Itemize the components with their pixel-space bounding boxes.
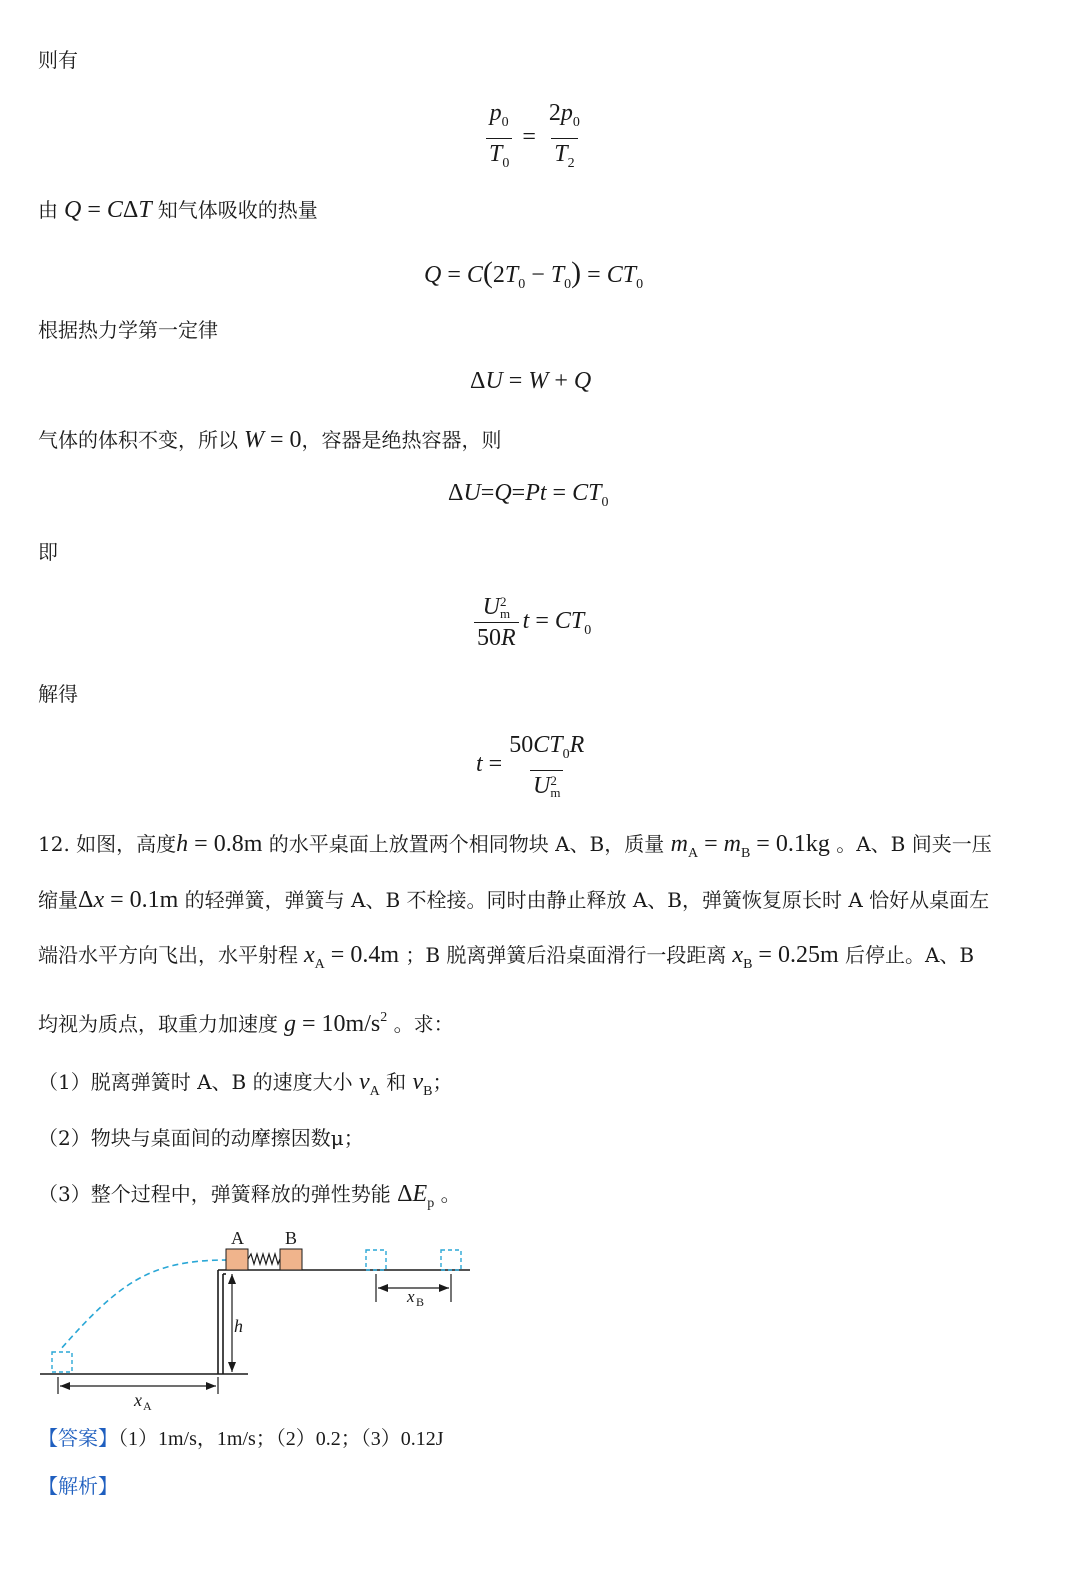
sub-question-2: （2）物块与桌面间的动摩擦因数μ； <box>38 1126 364 1150</box>
analysis-bracket-open: 【 <box>38 1474 58 1498</box>
text-solve: 解得 <box>38 682 78 706</box>
label-h: h <box>234 1316 243 1336</box>
block-b-stop-end <box>441 1250 461 1270</box>
equation-energy: $\Delta U=Q=Pt = CT_0$ <box>448 480 609 510</box>
equation-isochoric: $\frac{p_0}{T_0}$ = $\frac{2p_0}{T_2}$ <box>482 98 587 179</box>
label-xa-sub: A <box>143 1399 152 1413</box>
text-first-law: 根据热力学第一定律 <box>38 318 218 342</box>
block-a-landing <box>52 1352 72 1372</box>
question-line-4: 均视为质点，取重力加速度 $g = 10m/s^2$ 。求： <box>38 1010 454 1037</box>
setup-diagram <box>30 1222 490 1418</box>
sub-question-3: （3）整个过程中，弹簧释放的弹性势能 $\Delta E_p$ 。 <box>38 1181 461 1211</box>
answer-bracket-close: 】 <box>98 1426 118 1450</box>
question-line-1: 12. 如图，高度h = 0.8m 的水平桌面上放置两个相同物块 A、B，质量 $m_A = m_B = 0.1kg$ 。A、B 间夹一压 <box>38 831 992 861</box>
analysis-label: 解析 <box>58 1474 98 1498</box>
block-b <box>280 1249 302 1270</box>
question-line-3: 端沿水平方向飞出，水平射程 $x_A = 0.4m$ ；B 脱离弹簧后沿桌面滑行一段距离 $x_B = 0.25m$ 后停止。A、B <box>38 942 975 972</box>
block-a <box>226 1249 248 1270</box>
answer-line <box>38 1424 444 1453</box>
label-xb: x <box>407 1287 415 1306</box>
analysis-line <box>38 1472 118 1500</box>
label-xb-sub: B <box>416 1295 425 1309</box>
sub-question-1: （1）脱离弹簧时 A、B 的速度大小 $v_A$ 和 $v_B$； <box>38 1069 453 1099</box>
text-volume-constant: 气体的体积不变，所以 W = 0，容器是绝热容器，则 <box>38 427 502 453</box>
answer-label: 答案 <box>58 1426 98 1450</box>
text-then-have: 则有 <box>38 48 78 72</box>
equation-heat: $Q = C(2T_0 - T_0) = CT_0$ <box>424 256 644 292</box>
equation-power: U 2 m 50R $t = CT_0$ <box>470 592 591 653</box>
equation-time: t = $50CT_0R$ U 2 m <box>476 732 585 801</box>
trajectory-curve <box>60 1260 228 1350</box>
spring <box>248 1254 280 1264</box>
answer-text: （1）1m/s，1m/s；（2）0.2；（3）0.12J <box>118 1428 444 1450</box>
label-xa: x <box>134 1390 142 1410</box>
block-b-stop-start <box>366 1250 386 1270</box>
label-a: A <box>231 1228 244 1248</box>
label-b: B <box>285 1228 298 1248</box>
analysis-bracket-close: 】 <box>98 1474 118 1498</box>
text-heat-formula: 由 Q = CΔT 知气体吸收的热量 <box>38 197 318 223</box>
text-namely: 即 <box>38 540 58 564</box>
equation-first-law: ΔU = W + Q <box>470 368 592 394</box>
question-line-2: 缩量Δx = 0.1m 的轻弹簧，弹簧与 A、B 不栓接。同时由静止释放 A、B，弹簧恢复原长时 A 恰好从桌面左 <box>38 887 990 913</box>
answer-bracket-open: 【 <box>38 1426 58 1450</box>
